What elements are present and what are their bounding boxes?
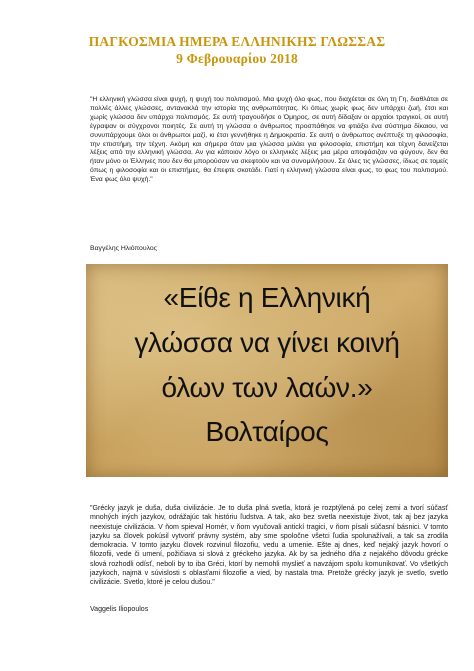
quote-image-line-3: όλων των λαών.»	[161, 372, 373, 403]
quote-image-line-2: γλώσσα να γίνει κοινή	[134, 327, 400, 358]
quote-image-author: Βολταίρος	[205, 416, 329, 447]
voltaire-quote-image	[86, 264, 448, 477]
page-date: 9 Φεβρουαρίου 2018	[176, 51, 298, 66]
greek-quote-author: Βαγγέλης Ηλιόπουλος	[90, 245, 158, 252]
slovak-quote-author: Vaggelis Iliopoulos	[90, 606, 149, 613]
slovak-quote-text: "Grécky jazyk je duša, duša civilizácie. Je to duša plná svetla, ktorá je rozptýlená po celej zemi a tvorí súčasť mnohých iných jazykov, odrážajúc tak históriu ľudstva. A tak, ako bez svetla neexistuje život, tak aj bez jazyka neexistuje civilizácia. V ňom spieval Homér, v ňom vyučovali antickí tragici, v ňom písali súčasní básnici. V tomto jazyku sa človek pokúsil vytvoriť právny systém, aby sme spoločne všetci ľudia spolunažívali, a tak sa zrodila demokracia. V tomto jazyku človek rozvinul filozofiu, vedu a umenie. Ešte aj dnes, keď nejaký jazyk hovorí o filozofii, vede či umení, požičiava si slová z gréckeho jazyka. Ak by sa jedného dňa z nejakého dôvodu grécke slová rozhodli odísť, neboli by to iba Gréci, ktorí by nemohli myslieť a navzájom spolu komunikovať. Vo všetkých jazykoch, najmä v súvislosti s oblasťami filozofie a vied, by nastala tma. Pretože grécky jazyk je svetlo, svetlo civilizácie. Svetlo, ktoré je celou dušou."	[90, 505, 448, 587]
page-title: ΠΑΓΚΟΣΜΙΑ ΗΜΕΡΑ ΕΛΛΗΝΙΚΗΣ ΓΛΩΣΣΑΣ	[88, 34, 386, 49]
quote-image-line-1: «Είθε η Ελληνική	[163, 282, 371, 313]
greek-quote-text: "Η ελληνική γλώσσα είναι ψυχή, η ψυχή του πολιτισμού. Μια ψυχή όλο φως, που διαχέεται σε όλη τη Γη, διαθλάται σε πολλές άλλες γλώσσες, αντανακλά την ιστορία της ανθρωπότητας. Κι όπως χωρίς φως δεν υπάρχει ζωή, έτσι και χωρίς γλώσσα δεν υπάρχει πολιτισμός. Σε αυτή τραγουδήσε ο Όμηρος, σε αυτή δίδαξαν οι αρχαίοι τραγικοί, σε αυτή έγραψαν οι σύγχρονοι ποιητές. Σε αυτή τη γλώσσα ο άνθρωπος προσπάθησε να φτιάξει ένα σύστημα δίκαιου, να συνυπάρχουμε όλοι οι άνθρωποι μαζί, κι έτσι γεννήθηκε η Δημοκρατία. Σε αυτή ο άνθρωπος ανέπτυξε τη φιλοσοφία, την επιστήμη, την τέχνη. Ακόμη και σήμερα όταν μια γλώσσα μιλάει για φιλοσοφία, επιστήμη και τέχνη δανείζεται λέξεις από την ελληνική γλώσσα. Αν για κάποιον λόγο οι ελληνικές λέξεις μια μέρα αποφάσιζαν να φύγουν, δεν θα ήταν μόνο οι Έλληνες που δεν θα μπορούσαν να σκεφτούν και να συνομιλήσουν. Σε όλες τις γλώσσες, ίδιως σε τομείς όπως η φιλοσοφία και οι επιστήμες, θα έπεφτε σκοτάδι. Γιατί η ελληνική γλώσσα είναι φως, το φως του πολιτισμού. Ένα φως όλο ψυχή."	[90, 96, 448, 184]
